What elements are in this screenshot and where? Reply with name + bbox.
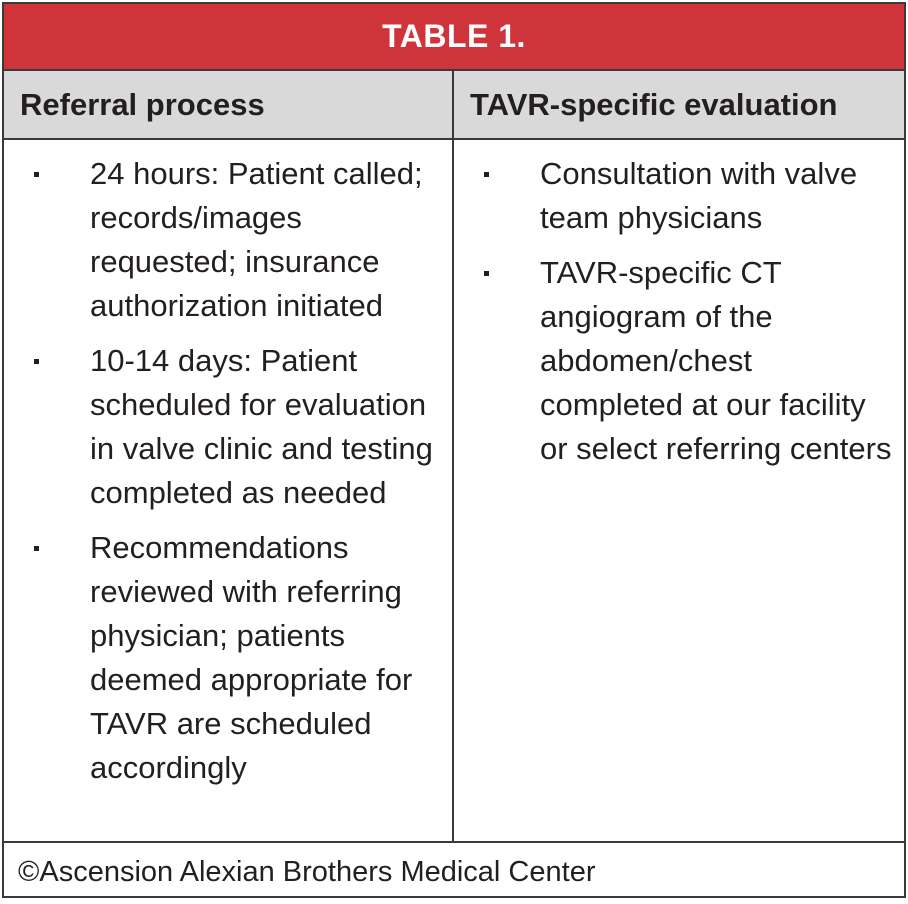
- list-item-text: TAVR-specific CT angiogram of the abdomen/chest completed at our facility or select referring centers: [540, 255, 892, 466]
- table-grid: [4, 71, 904, 843]
- list-item: [454, 152, 904, 240]
- square-bullet-icon: [484, 172, 489, 177]
- list-item-text: 24 hours: Patient called; records/images requested; insurance authorization initiated: [90, 156, 423, 323]
- list-item-text: Consultation with valve team physicians: [540, 156, 858, 235]
- square-bullet-icon: [34, 172, 39, 177]
- square-bullet-icon: [484, 271, 489, 276]
- list-item-text: Recommendations reviewed with referring physician; patients deemed appropriate for TAVR are scheduled accordingly: [90, 530, 413, 785]
- column-header-tavr-evaluation: TAVR-specific evaluation: [454, 71, 904, 140]
- list-item: [4, 339, 452, 515]
- square-bullet-icon: [34, 359, 39, 364]
- table-title: TABLE 1.: [4, 4, 904, 71]
- list-item: [454, 251, 904, 471]
- list-item-text: 10-14 days: Patient scheduled for evaluation in valve clinic and testing completed as needed: [90, 343, 433, 510]
- referral-process-list: [4, 152, 452, 790]
- table-frame: [2, 2, 906, 898]
- square-bullet-icon: [34, 546, 39, 551]
- column-header-referral-process: Referral process: [4, 71, 454, 140]
- list-item: [4, 526, 452, 790]
- tavr-evaluation-cell: [454, 140, 904, 843]
- tavr-evaluation-list: [454, 152, 904, 471]
- table-footer-credit: ©Ascension Alexian Brothers Medical Center: [18, 855, 596, 888]
- list-item: [4, 152, 452, 328]
- referral-process-cell: [4, 140, 454, 843]
